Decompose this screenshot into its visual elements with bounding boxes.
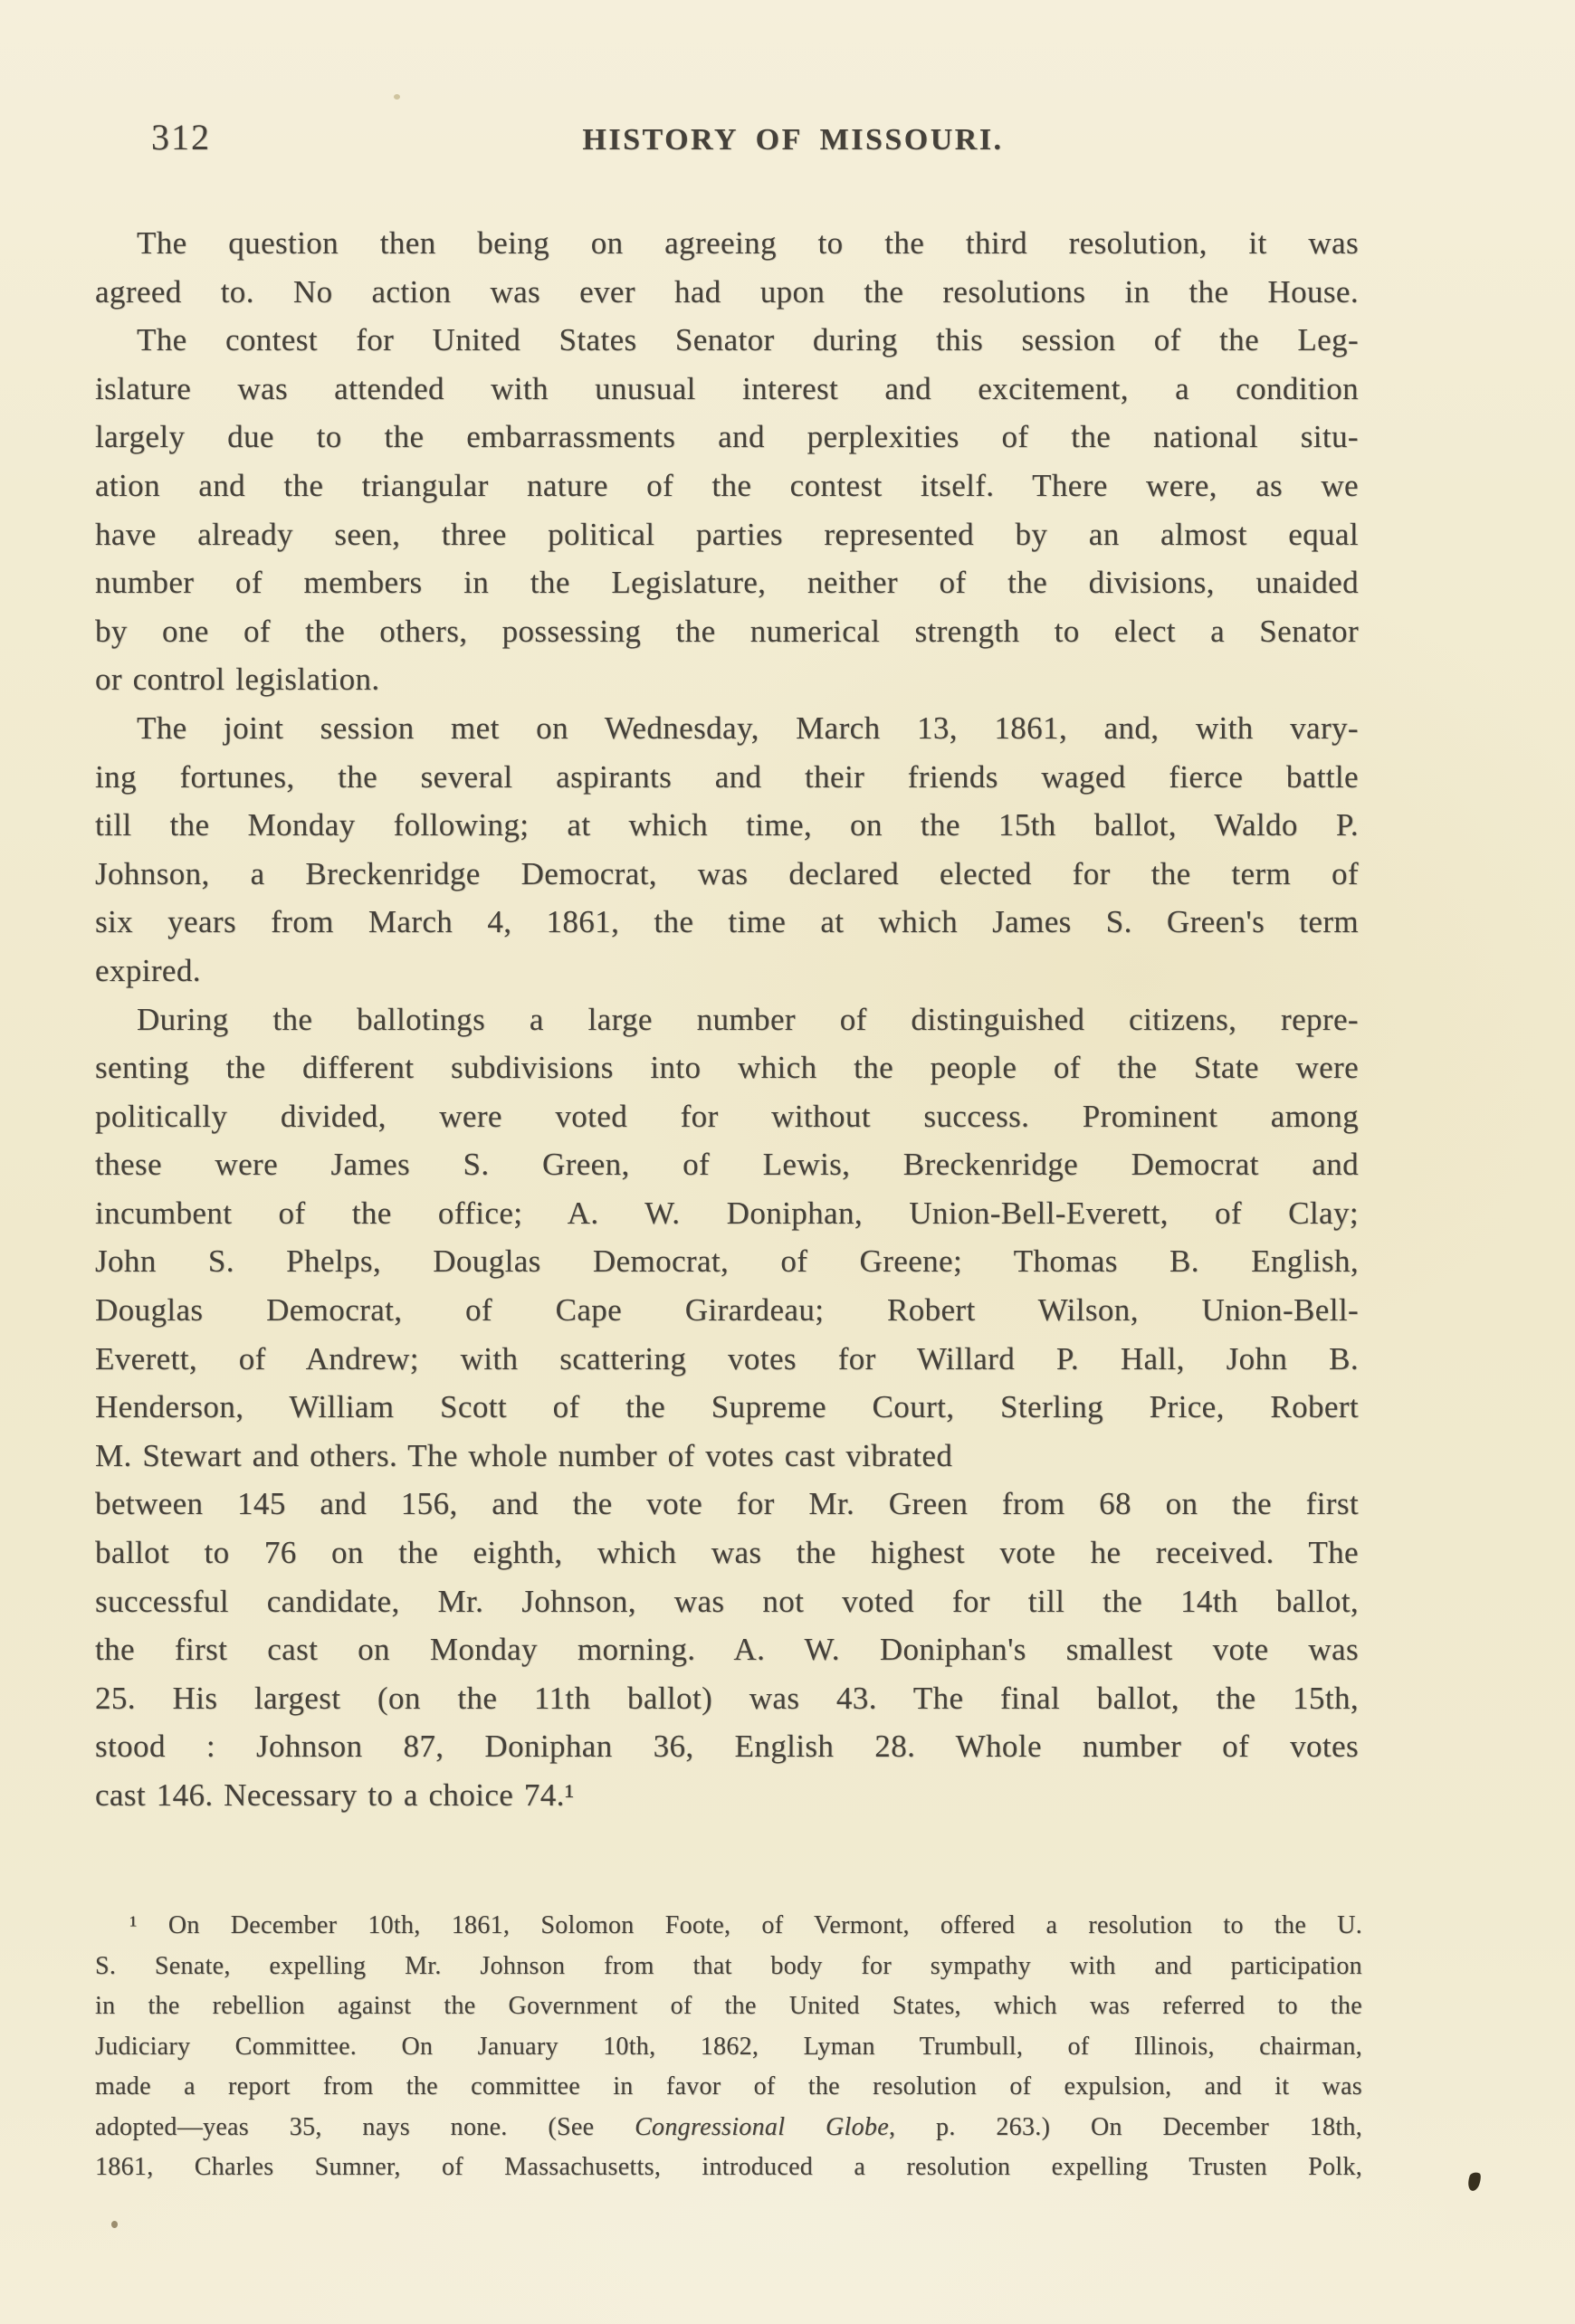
text-line [95,1092,1359,1141]
text-line [95,850,1359,899]
text-line [95,947,1359,995]
text-line [95,413,1359,462]
text-line [95,219,1359,268]
text-line [95,1189,1359,1238]
text-segment: ballot to 76 on the eighth, which was the highest vote he received. The [95,1535,1359,1571]
text-line [95,1771,1359,1820]
text-line [95,462,1359,510]
text-segment: till the Monday following; at which time, on the 15th ballot, Waldo P. [95,807,1359,843]
text-segment: John S. Phelps, Douglas Democrat, of Greene; Thomas B. English, [95,1243,1359,1280]
text-line [95,607,1359,656]
text-segment: by one of the others, possessing the numerical strength to elect a Senator [95,613,1359,649]
text-segment: successful candidate, Mr. Johnson, was not voted for till the 14th ballot, [95,1583,1359,1619]
text-segment: number of members in the Legislature, neither of the divisions, unaided [95,565,1359,601]
text-line [95,510,1359,559]
text-segment: incumbent of the office; A. W. Doniphan, Union-Bell-Everett, of Clay; [95,1195,1359,1231]
text-segment: these were James S. Green, of Lewis, Breckenridge Democrat and [95,1147,1359,1183]
text-segment: During the ballotings a large number of distinguished citizens, repre- [137,1001,1359,1037]
text-segment: 1861, Charles Sumner, of Massachusetts, introduced a resolution expelling Trusten Polk, [95,2153,1362,2181]
text-segment: between 145 and 156, and the vote for Mr. Green from 68 on the first [95,1486,1359,1522]
text-segment: The question then being on agreeing to the third resolution, it was [137,225,1359,261]
text-line [95,753,1359,802]
text-segment: stood : Johnson 87, Doniphan 36, English 28. Whole number of votes [95,1729,1359,1765]
text-line [95,2148,1362,2188]
text-line [95,1986,1362,2027]
paper-blemish [394,94,400,100]
ink-speck [1465,2171,1483,2193]
paragraph-3 [95,704,1359,995]
text-line [95,898,1359,947]
text-segment: 25. His largest (on the 11th ballot) was 43. The final ballot, the 15th, [95,1680,1359,1716]
page-number: 312 [151,117,211,157]
text-segment: agreed to. No action was ever had upon the resolutions in the House. [95,273,1359,310]
text-segment: Douglas Democrat, of Cape Girardeau; Robert Wilson, Union-Bell- [95,1292,1359,1329]
text-line [95,1140,1359,1189]
text-segment: expired. [95,952,201,988]
text-segment: or control legislation. [95,662,380,698]
text-line [95,2027,1362,2068]
text-segment: The contest for United States Senator during this session of the Leg- [137,322,1359,358]
text-line [95,1383,1359,1432]
text-line [95,2067,1362,2108]
text-segment: senting the different subdivisions into which the people of the State were [95,1050,1359,1086]
body-text [95,219,1359,1820]
text-segment: ing fortunes, the several aspirants and their friends waged fierce battle [95,758,1359,795]
text-segment: adopted—yeas 35, nays none. (See [95,2112,635,2141]
text-segment: ¹ On December 10th, 1861, Solomon Foote, of Vermont, offered a resolution to the U. [129,1911,1362,1939]
text-line [95,1577,1359,1626]
text-line [95,1529,1359,1577]
text-line [95,1625,1359,1674]
text-segment: ation and the triangular nature of the contest itself. There were, as we [95,467,1359,503]
text-line [95,2108,1362,2148]
text-line [95,655,1359,704]
text-line [95,704,1359,753]
text-line [95,1432,1359,1481]
text-segment: politically divided, were voted for without success. Prominent among [95,1098,1359,1134]
paragraph-1 [95,219,1359,316]
text-segment: made a report from the committee in favor of the resolution of expulsion, and it was [95,2072,1362,2100]
text-segment: Judiciary Committee. On January 10th, 1862, Lyman Trumbull, of Illinois, chairman, [95,2032,1362,2061]
text-line [95,1335,1359,1384]
text-segment: Everett, of Andrew; with scattering votes for Willard P. Hall, John B. [95,1340,1359,1376]
text-segment: cast 146. Necessary to a choice 74.¹ [95,1777,575,1813]
text-line [95,801,1359,850]
text-segment: Johnson, a Breckenridge Democrat, was declared elected for the term of [95,855,1359,891]
text-line [95,365,1359,414]
text-line [95,1947,1362,1987]
text-segment: have already seen, three political parties represented by an almost equal [95,516,1359,552]
text-segment: The joint session met on Wednesday, March 13, 1861, and, with vary- [137,710,1359,746]
text-segment: largely due to the embarrassments and perplexities of the national situ- [95,419,1359,455]
text-segment: M. Stewart and others. The whole number of votes cast vibrated [95,1437,953,1473]
text-segment: islature was attended with unusual interest and excitement, a condition [95,370,1359,406]
text-line [95,1043,1359,1092]
italic-text: Congressional Globe [635,2112,889,2141]
footnote [95,1906,1362,2188]
text-line [95,316,1359,365]
paragraph-4 [95,995,1359,1820]
text-line [95,558,1359,607]
ink-speck [111,2221,118,2228]
text-line [95,1286,1359,1335]
text-segment: S. Senate, expelling Mr. Johnson from that body for sympathy with and participation [95,1951,1362,1980]
text-segment: Henderson, William Scott of the Supreme Court, Sterling Price, Robert [95,1389,1359,1425]
text-segment: , p. 263.) On December 18th, [888,2112,1362,2141]
running-header-title: HISTORY OF MISSOURI. [582,123,1004,157]
text-line [95,1906,1362,1947]
paragraph-2 [95,316,1359,704]
text-line [95,1722,1359,1771]
text-line [95,268,1359,317]
text-segment: six years from March 4, 1861, the time at which James S. Green's term [95,904,1359,940]
text-line [95,1674,1359,1723]
text-line [95,1237,1359,1286]
text-line [95,1480,1359,1529]
text-segment: the first cast on Monday morning. A. W. Doniphan's smallest vote was [95,1632,1359,1668]
text-line [95,995,1359,1044]
text-segment: in the rebellion against the Government of the United States, which was referred to the [95,1992,1362,2020]
